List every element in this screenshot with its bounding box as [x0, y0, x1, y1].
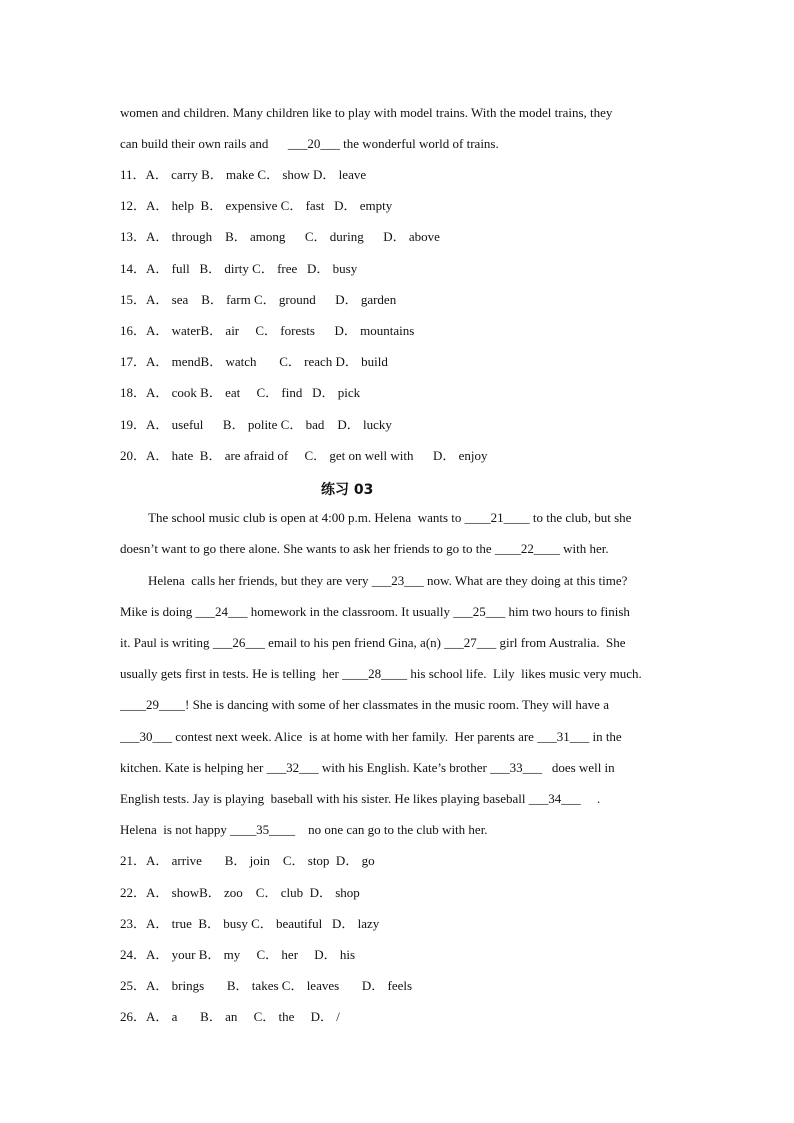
text-segment: doesn’t want to go there alone. She wants to ask her friends to go to the [120, 541, 495, 556]
passage-line [120, 136, 499, 152]
text-segment: email to his pen friend Gina, a(n) [264, 635, 445, 650]
passage-line [120, 822, 488, 838]
passage-line [120, 604, 630, 620]
text-segment: to the club, but she [529, 510, 632, 525]
question-25: 25．A． brings B． takes C． leaves D． feels [120, 978, 413, 993]
passage-line [120, 760, 615, 776]
text-segment: Mike is doing [120, 604, 196, 619]
blank-28: ____28____ [342, 666, 408, 681]
text-segment: contest next week. Alice is at home with her family. Her parents are [172, 729, 538, 744]
blank-24: ___24___ [195, 604, 248, 619]
text-segment: Helena is not happy [120, 822, 231, 837]
text-segment: The school music club is open at 4:00 p.m. Helena wants to [148, 510, 465, 525]
question-20: 20．A． hate B． are afraid of C． get on well with D． enjoy [120, 448, 488, 463]
passage-line [148, 510, 631, 526]
question-26: 26．A． a B． an C． the D． / [120, 1009, 340, 1024]
blank-27: ___27___ [444, 635, 497, 650]
blank-23: ___23___ [371, 573, 424, 588]
question-19: 19．A． useful B． polite C． bad D． lucky [120, 417, 392, 432]
question-23: 23．A． true B． busy C． beautiful D． lazy [120, 916, 380, 931]
blank-25: ___25___ [453, 604, 506, 619]
blank-34: ___34___ [528, 791, 581, 806]
question-16: 16．A． waterB． air C． forests D． mountains [120, 323, 415, 338]
text-segment: now. What are they doing at this time? [423, 573, 628, 588]
blank-30: ___30___ [120, 729, 172, 744]
text-segment: him two hours to finish [505, 604, 630, 619]
question-11: 11．A． carry B． make C． show D． leave [120, 167, 367, 182]
text-segment: homework in the classroom. It usually [247, 604, 454, 619]
blank-32: ___32___ [266, 760, 319, 775]
text-segment: English tests. Jay is playing baseball with his sister. He likes playing baseball [120, 791, 529, 806]
passage-line [120, 729, 622, 745]
passage-line [120, 697, 609, 713]
question-14: 14．A． full B． dirty C． free D． busy [120, 261, 358, 276]
text-segment: Helena calls her friends, but they are very [148, 573, 372, 588]
question-15: 15．A． sea B． farm C． ground D． garden [120, 292, 397, 307]
text-segment: with her. [559, 541, 609, 556]
blank-20: ___20___ [287, 136, 340, 151]
blank-29: ____29____ [120, 697, 185, 712]
question-22: 22．A． showB． zoo C． club D． shop [120, 885, 360, 900]
question-12: 12．A． help B． expensive C． fast D． empty [120, 198, 393, 213]
text-segment: the wonderful world of trains. [339, 136, 499, 151]
text-segment: usually gets first in tests. He is telling her [120, 666, 343, 681]
text-segment: it. Paul is writing [120, 635, 213, 650]
text-segment: with his English. Kate’s brother [318, 760, 491, 775]
blank-21: ____21____ [464, 510, 530, 525]
question-13: 13．A． through B． among C． during D． above [120, 229, 440, 244]
text-segment: kitchen. Kate is helping her [120, 760, 267, 775]
blank-33: ___33___ [490, 760, 543, 775]
section-title: 练习 03 [321, 482, 374, 498]
text-segment: his school life. Lily likes music very much. [407, 666, 642, 681]
text-segment: no one can go to the club with her. [295, 822, 488, 837]
passage-line [120, 541, 609, 557]
blank-22: ____22____ [494, 541, 560, 556]
blank-31: ___31___ [537, 729, 590, 744]
passage-line: women and children. Many children like to play with model trains. With the model trains, they [120, 105, 613, 120]
question-21: 21．A． arrive B． join C． stop D． go [120, 853, 375, 868]
question-24: 24．A． your B． my C． her D． his [120, 947, 356, 962]
passage-line [120, 635, 626, 651]
passage-line [148, 573, 627, 589]
question-17: 17．A． mendB． watch C． reach D． build [120, 354, 388, 369]
text-segment: ! She is dancing with some of her classmates in the music room. They will have a [185, 697, 609, 712]
blank-35: ____35____ [230, 822, 296, 837]
passage-line [120, 666, 642, 682]
text-segment: can build their own rails and [120, 136, 288, 151]
text-segment: does well in [542, 760, 615, 775]
text-segment: . [580, 791, 601, 806]
text-segment: in the [589, 729, 622, 744]
blank-26: ___26___ [212, 635, 265, 650]
text-segment: girl from Australia. She [496, 635, 626, 650]
question-18: 18．A． cook B． eat C． find D． pick [120, 385, 361, 400]
passage-line [120, 791, 600, 807]
